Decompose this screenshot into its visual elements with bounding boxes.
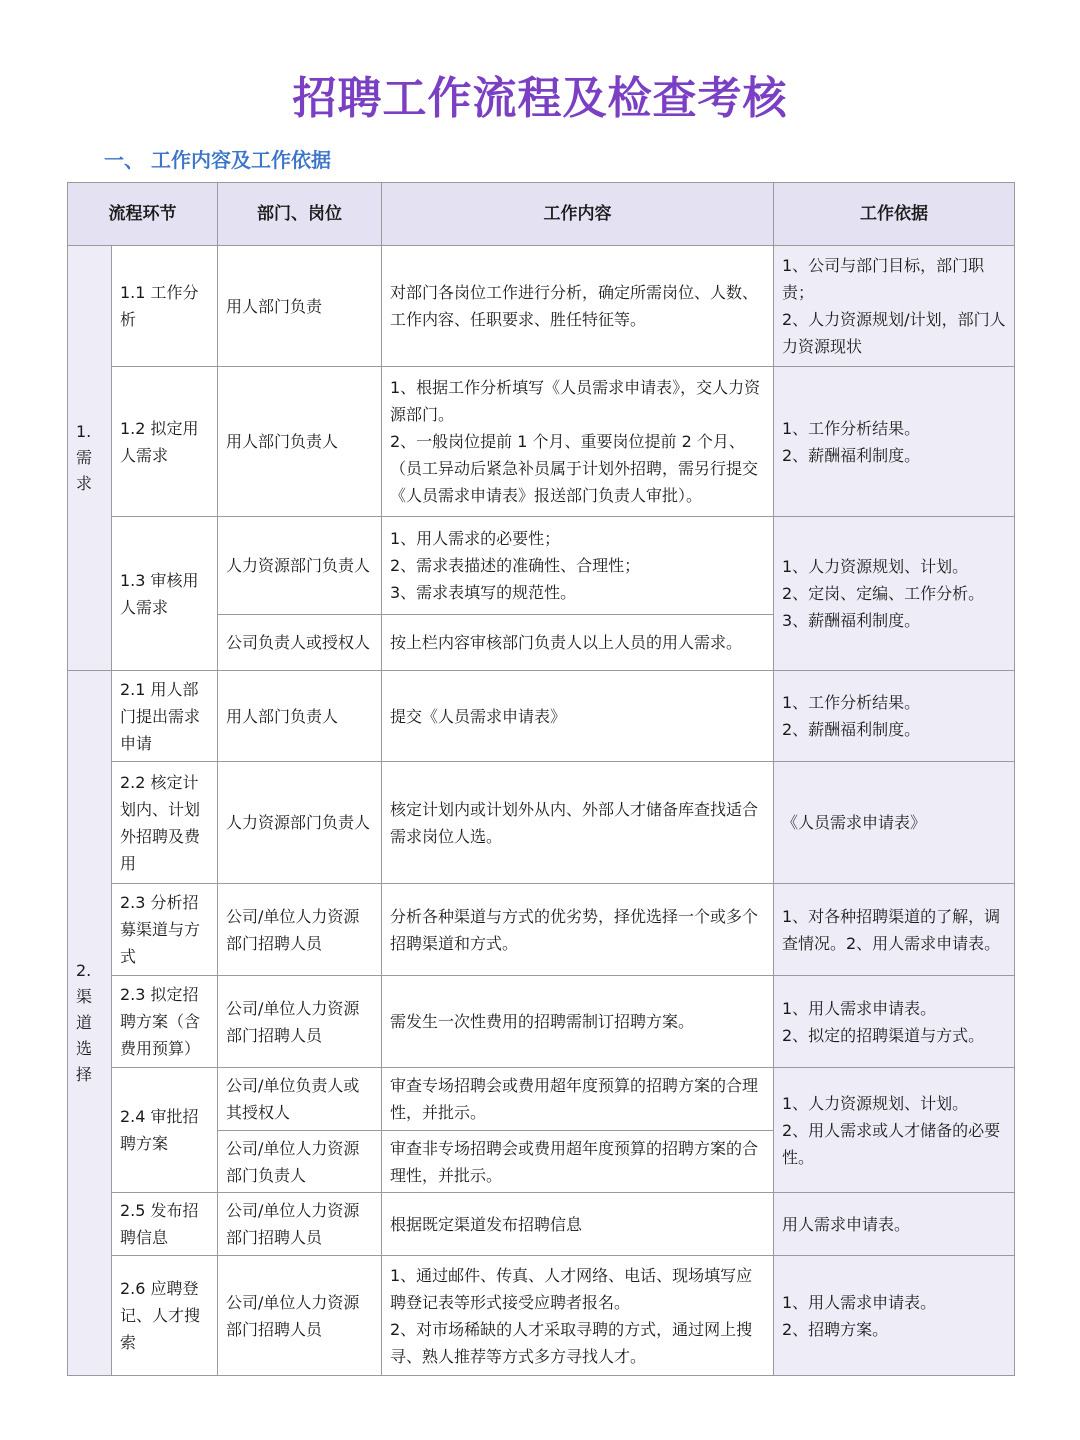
content-cell: 1、用人需求的必要性； 2、需求表描述的准确性、合理性； 3、需求表填写的规范性。 — [382, 517, 774, 615]
table-header-row — [68, 183, 1015, 246]
step-cell: 2.2 核定计划内、计划外招聘及费用 — [112, 762, 218, 884]
table-row — [68, 976, 1015, 1068]
content-cell: 核定计划内或计划外从内、外部人才储备库查找适合需求岗位人选。 — [382, 762, 774, 884]
table-row — [68, 1256, 1015, 1376]
dept-cell: 用人部门负责人 — [218, 367, 382, 517]
dept-cell: 公司/单位人力资源部门招聘人员 — [218, 1193, 382, 1256]
dept-cell: 公司/单位人力资源部门招聘人员 — [218, 1256, 382, 1376]
step-cell: 2.5 发布招聘信息 — [112, 1193, 218, 1256]
table-row — [68, 367, 1015, 517]
content-cell: 根据既定渠道发布招聘信息 — [382, 1193, 774, 1256]
basis-cell: 1、人力资源规划、计划。 2、用人需求或人才储备的必要性。 — [774, 1068, 1015, 1193]
dept-cell: 人力资源部门负责人 — [218, 762, 382, 884]
basis-cell: 1、用人需求申请表。 2、招聘方案。 — [774, 1256, 1015, 1376]
table-row — [68, 671, 1015, 762]
dept-cell: 公司/单位人力资源部门负责人 — [218, 1131, 382, 1193]
basis-cell: 用人需求申请表。 — [774, 1193, 1015, 1256]
dept-cell: 用人部门负责人 — [218, 671, 382, 762]
step-cell: 1.3 审核用人需求 — [112, 517, 218, 671]
step-cell: 2.3 拟定招聘方案（含费用预算） — [112, 976, 218, 1068]
content-cell: 对部门各岗位工作进行分析，确定所需岗位、人数、工作内容、任职要求、胜任特征等。 — [382, 246, 774, 367]
table-row — [68, 517, 1015, 615]
content-cell: 提交《人员需求申请表》 — [382, 671, 774, 762]
header-content: 工作内容 — [382, 183, 774, 246]
step-cell: 2.3 分析招募渠道与方式 — [112, 884, 218, 976]
basis-cell: 1、公司与部门目标，部门职责； 2、人力资源规划/计划，部门人力资源现状 — [774, 246, 1015, 367]
dept-cell: 公司负责人或授权人 — [218, 615, 382, 671]
header-stage: 流程环节 — [68, 183, 218, 246]
section-heading: 一、 工作内容及工作依据 — [104, 148, 331, 172]
table-row — [68, 762, 1015, 884]
header-dept: 部门、岗位 — [218, 183, 382, 246]
content-cell: 审查专场招聘会或费用超年度预算的招聘方案的合理性，并批示。 — [382, 1068, 774, 1131]
content-cell: 按上栏内容审核部门负责人以上人员的用人需求。 — [382, 615, 774, 671]
dept-cell: 人力资源部门负责人 — [218, 517, 382, 615]
basis-cell: 1、工作分析结果。 2、薪酬福利制度。 — [774, 671, 1015, 762]
content-cell: 分析各种渠道与方式的优劣势，择优选择一个或多个招聘渠道和方式。 — [382, 884, 774, 976]
step-cell: 2.4 审批招聘方案 — [112, 1068, 218, 1193]
stage-1-cell: 1. 需 求 — [68, 246, 112, 671]
recruitment-process-table — [67, 182, 1015, 1376]
page-title: 招聘工作流程及检查考核 — [292, 73, 788, 124]
basis-cell: 1、对各种招聘渠道的了解，调查情况。2、用人需求申请表。 — [774, 884, 1015, 976]
basis-cell: 1、人力资源规划、计划。 2、定岗、定编、工作分析。 3、薪酬福利制度。 — [774, 517, 1015, 671]
content-cell: 1、通过邮件、传真、人才网络、电话、现场填写应聘登记表等形式接受应聘者报名。 2、对市场稀缺的人才采取寻聘的方式，通过网上搜寻、熟人推荐等方式多方寻找人才。 — [382, 1256, 774, 1376]
step-cell: 2.6 应聘登记、人才搜索 — [112, 1256, 218, 1376]
content-cell: 审查非专场招聘会或费用超年度预算的招聘方案的合理性，并批示。 — [382, 1131, 774, 1193]
dept-cell: 用人部门负责 — [218, 246, 382, 367]
step-cell: 1.1 工作分析 — [112, 246, 218, 367]
stage-2-cell: 2. 渠 道 选 择 — [68, 671, 112, 1376]
table-row — [68, 246, 1015, 367]
basis-cell: 1、工作分析结果。 2、薪酬福利制度。 — [774, 367, 1015, 517]
table-row — [68, 1193, 1015, 1256]
step-cell: 2.1 用人部门提出需求申请 — [112, 671, 218, 762]
basis-cell: 1、用人需求申请表。 2、拟定的招聘渠道与方式。 — [774, 976, 1015, 1068]
content-cell: 1、根据工作分析填写《人员需求申请表》，交人力资源部门。 2、一般岗位提前 1 个月、重要岗位提前 2 个月、（员工异动后紧急补员属于计划外招聘，需另行提交《人员需求申请表》报送部门负责人审批）。 — [382, 367, 774, 517]
dept-cell: 公司/单位人力资源部门招聘人员 — [218, 976, 382, 1068]
table-row — [68, 884, 1015, 976]
header-basis: 工作依据 — [774, 183, 1015, 246]
content-cell: 需发生一次性费用的招聘需制订招聘方案。 — [382, 976, 774, 1068]
basis-cell: 《人员需求申请表》 — [774, 762, 1015, 884]
step-cell: 1.2 拟定用人需求 — [112, 367, 218, 517]
dept-cell: 公司/单位人力资源部门招聘人员 — [218, 884, 382, 976]
table-row — [68, 1068, 1015, 1131]
dept-cell: 公司/单位负责人或其授权人 — [218, 1068, 382, 1131]
